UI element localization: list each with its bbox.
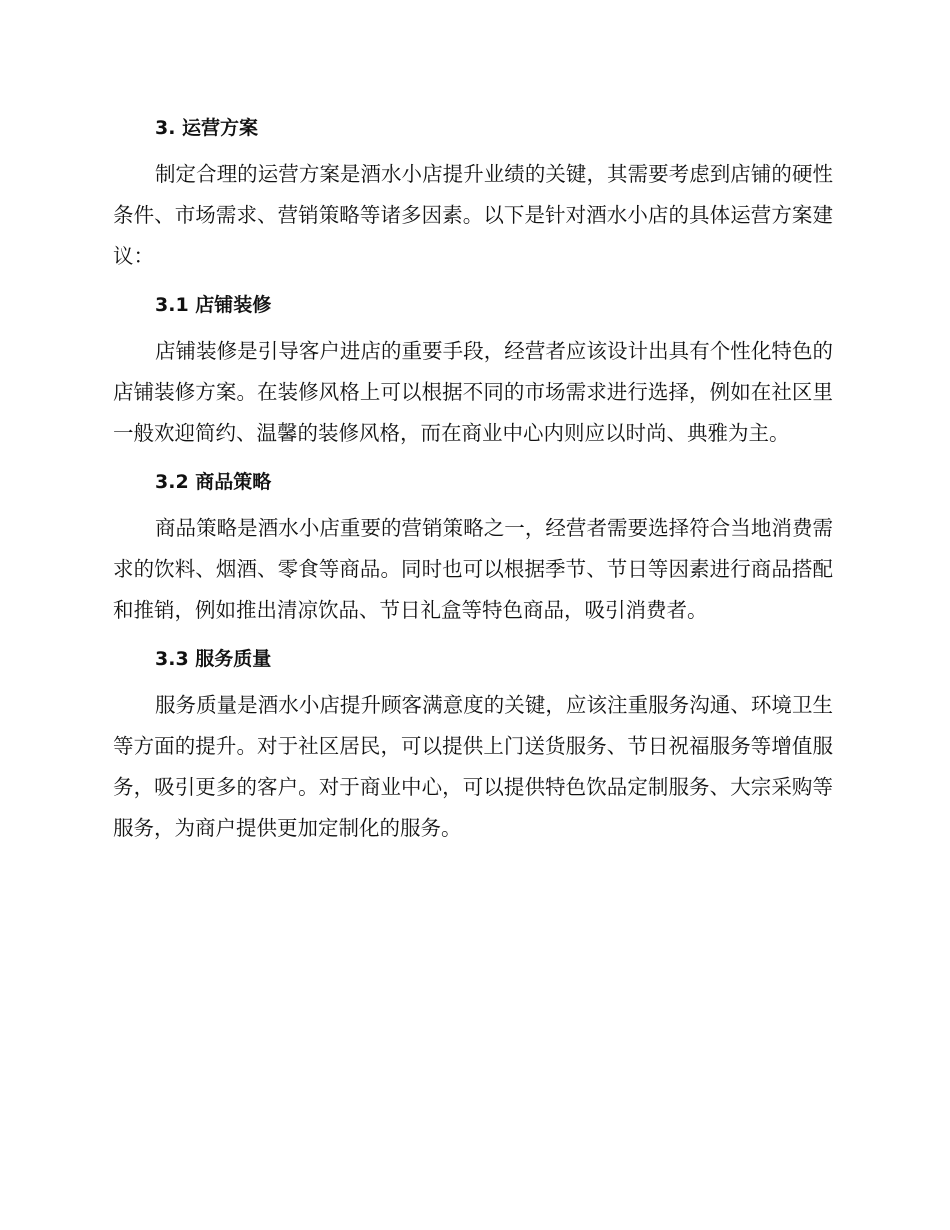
document-body xyxy=(113,108,833,857)
section-heading-operations-plan: 3. 运营方案 xyxy=(155,117,259,139)
section-paragraph-store-decoration: 店铺装修是引导客户进店的重要手段，经营者应该设计出具有个性化特色的店铺装修方案。在装修风格上可以根据不同的市场需求进行选择，例如在社区里一般欢迎简约、温馨的装修风格，而在商业中心内则应以时尚、典雅为主。 xyxy=(113,339,833,445)
section-heading-store-decoration: 3.1 店铺装修 xyxy=(155,294,272,316)
section-heading-service-quality: 3.3 服务质量 xyxy=(155,648,272,670)
section-paragraph-operations-plan: 制定合理的运营方案是酒水小店提升业绩的关键，其需要考虑到店铺的硬性条件、市场需求、营销策略等诸多因素。以下是针对酒水小店的具体运营方案建议： xyxy=(113,162,833,268)
section-heading-product-strategy: 3.2 商品策略 xyxy=(155,471,272,493)
section-paragraph-product-strategy: 商品策略是酒水小店重要的营销策略之一，经营者需要选择符合当地消费需求的饮料、烟酒、零食等商品。同时也可以根据季节、节日等因素进行商品搭配和推销，例如推出清凉饮品、节日礼盒等特色商品，吸引消费者。 xyxy=(113,516,833,622)
section-paragraph-service-quality: 服务质量是酒水小店提升顾客满意度的关键，应该注重服务沟通、环境卫生等方面的提升。对于社区居民，可以提供上门送货服务、节日祝福服务等增值服务，吸引更多的客户。对于商业中心，可以提供特色饮品定制服务、大宗采购等服务，为商户提供更加定制化的服务。 xyxy=(113,693,833,840)
